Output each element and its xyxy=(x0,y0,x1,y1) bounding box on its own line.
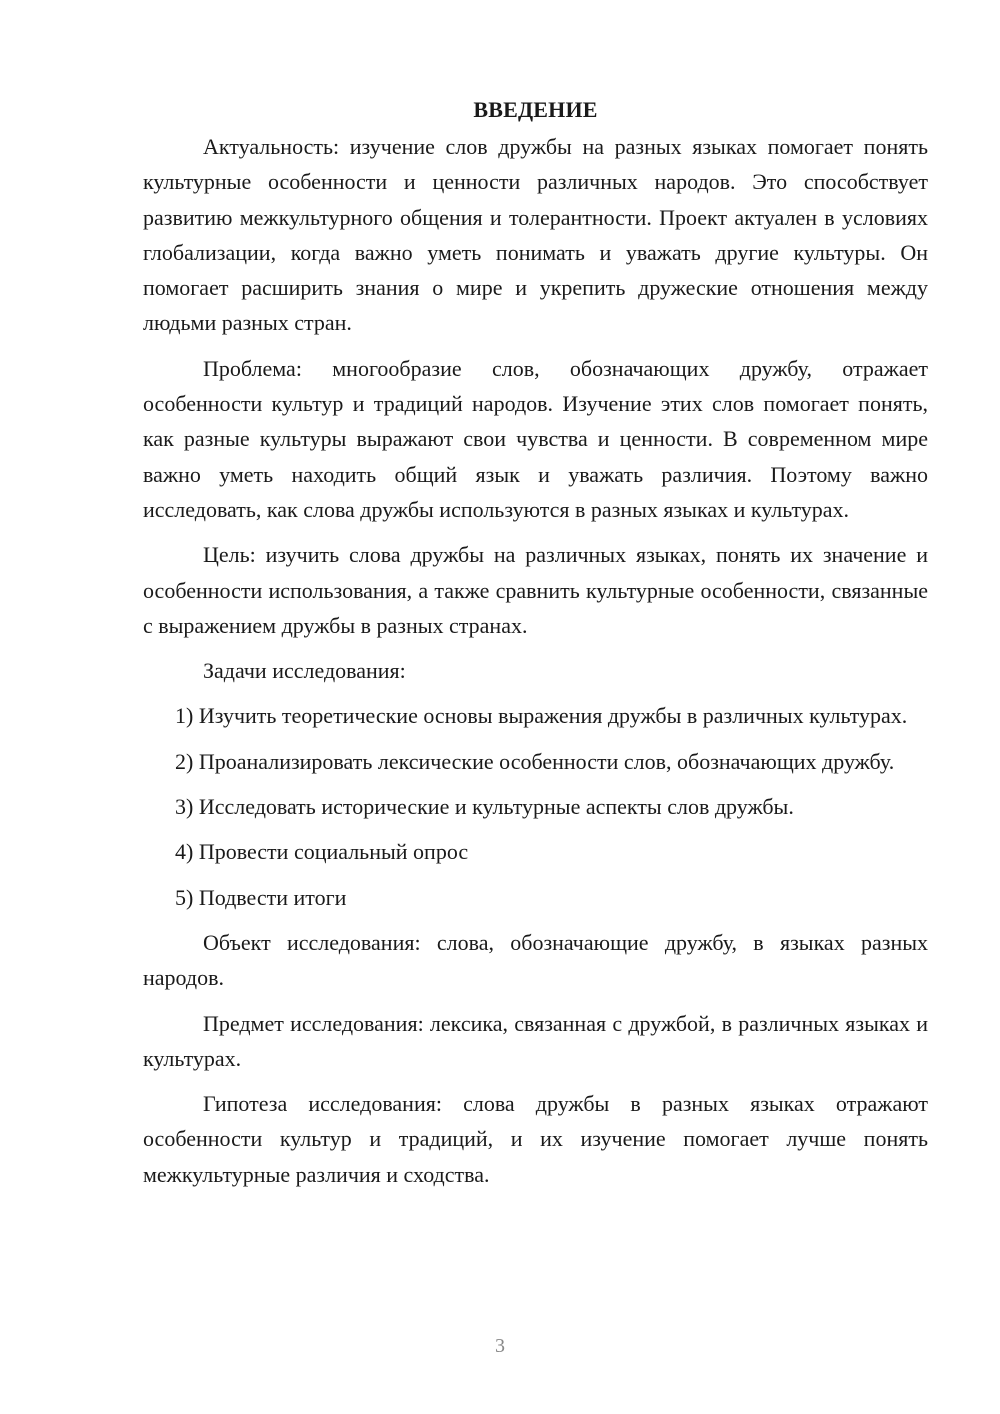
paragraph-object: Объект исследования: слова, обозначающие дружбу, в языках разных народов. xyxy=(143,929,928,991)
paragraph-goal: Цель: изучить слова дружбы на различных языках, понять их значение и особенности использования, а также сравнить культурные особенности, связанные с выражением дружбы в разных странах. xyxy=(143,542,928,638)
tasks-list xyxy=(143,698,928,914)
task-item-2: 2) Проанализировать лексические особенности слов, обозначающих дружбу. xyxy=(175,748,895,774)
task-item-5: 5) Подвести итоги xyxy=(175,884,347,910)
paragraph-problem: Проблема: многообразие слов, обозначающих дружбу, отражает особенности культур и традиций народов. Изучение этих слов помогает понять, как разные культуры выражают свои чувства и ценности. В современном мире важно уметь находить общий язык и уважать различия. Поэтому важно исследовать, как слова дружбы используются в разных языках и культурах. xyxy=(143,355,928,522)
page-number: 3 xyxy=(495,1335,505,1357)
section-title: ВВЕДЕНИЕ xyxy=(473,97,598,122)
document-page xyxy=(143,92,928,1202)
task-item-1: 1) Изучить теоретические основы выражения дружбы в различных культурах. xyxy=(175,703,908,729)
task-item-3: 3) Исследовать исторические и культурные аспекты слов дружбы. xyxy=(175,794,794,820)
paragraph-subject: Предмет исследования: лексика, связанная с дружбой, в различных языках и культурах. xyxy=(143,1010,928,1071)
tasks-heading: Задачи исследования: xyxy=(203,658,406,684)
paragraph-hypothesis: Гипотеза исследования: слова дружбы в разных языках отражают особенности культур и традиций, и их изучение помогает лучше понять межкультурные различия и сходства. xyxy=(143,1091,928,1187)
paragraph-relevance: Актуальность: изучение слов дружбы на разных языках помогает понять культурные особенности и ценности различных народов. Это способствует развитию межкультурного общения и толерантности. Проект актуален в условиях глобализации, когда важно уметь понимать и уважать другие культуры. Он помогает расширить знания о мире и укрепить дружеские отношения между людьми разных стран. xyxy=(143,134,928,336)
task-item-4: 4) Провести социальный опрос xyxy=(175,839,469,865)
